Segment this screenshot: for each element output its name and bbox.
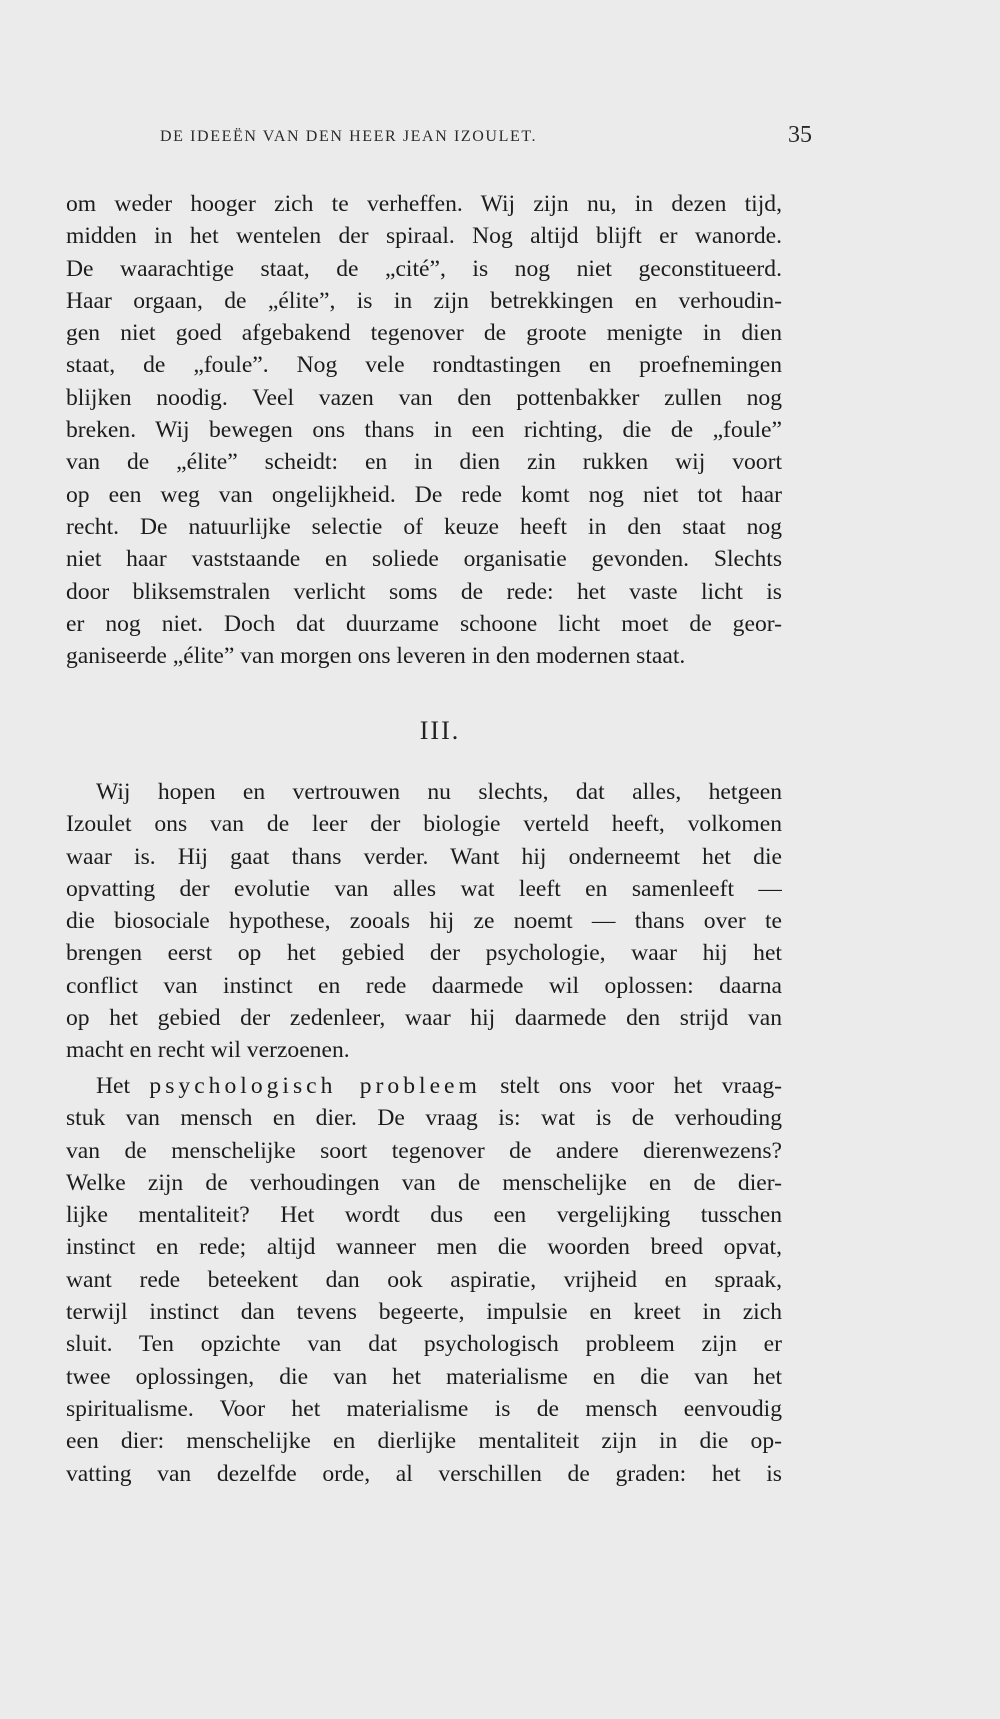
text-line: blijken noodig. Veel vazen van den pottenbakker zullen nog [66, 384, 782, 411]
text-line: ganiseerde „élite” van morgen ons leveren in den modernen staat. [66, 643, 686, 670]
text-line: van de menschelijke soort tegenover de andere dierenwezens? [66, 1137, 782, 1164]
text-line: want rede beteekent dan ook aspiratie, vrijheid en spraak, [66, 1266, 782, 1293]
text-line: staat, de „foule”. Nog vele rondtastingen en proefnemingen [66, 352, 782, 379]
text-line: terwijl instinct dan tevens begeerte, impulsie en kreet in zich [66, 1299, 782, 1326]
text-line: op een weg van ongelijkheid. De rede komt nog niet tot haar [66, 481, 782, 508]
text-line: brengen eerst op het gebied der psychologie, waar hij het [66, 940, 782, 967]
text-line: die biosociale hypothese, zooals hij ze noemt — thans over te [66, 908, 782, 935]
text-line: Haar orgaan, de „élite”, is in zijn betrekkingen en verhoudin- [66, 287, 782, 314]
text-line: midden in het wentelen der spiraal. Nog altijd blijft er wanorde. [66, 223, 782, 250]
text-line: recht. De natuurlijke selectie of keuze heeft in den staat nog [66, 513, 782, 540]
text-run: stelt ons voor het vraag- [480, 1073, 782, 1099]
text-line: opvatting der evolutie van alles wat leeft en samenleeft — [66, 875, 782, 902]
text-line: niet haar vaststaande en soliede organisatie gevonden. Slechts [66, 546, 782, 573]
section-heading: III. [419, 716, 461, 745]
text-line: Welke zijn de verhoudingen van de menschelijke en de dier- [66, 1169, 782, 1196]
paragraph-1 [66, 188, 782, 672]
text-line: sluit. Ten opzichte van dat psychologisch probleem zijn er [66, 1331, 782, 1358]
text-line: De waarachtige staat, de „cité”, is nog niet geconstitueerd. [66, 255, 782, 282]
text-line: er nog niet. Doch dat duurzame schoone licht moet de geor- [66, 610, 782, 637]
running-title: DE IDEEËN VAN DEN HEER JEAN IZOULET. [160, 128, 538, 145]
text-line [66, 1070, 782, 1102]
text-line: door bliksemstralen verlicht soms de rede: het vaste licht is [66, 578, 782, 605]
text-line: van de „élite” scheidt: en in dien zin rukken wij voort [66, 449, 782, 476]
text-line: Wij hopen en vertrouwen nu slechts, dat alles, hetgeen [96, 779, 782, 805]
text-line: gen niet goed afgebakend tegenover de groote menigte in dien [66, 320, 782, 347]
paragraph-2 [66, 776, 782, 1067]
text-line: een dier: menschelijke en dierlijke mentaliteit zijn in die op- [66, 1428, 782, 1455]
text-line: om weder hooger zich te verheffen. Wij zijn nu, in dezen tijd, [66, 191, 782, 217]
text-line: instinct en rede; altijd wanneer men die woorden breed opvat, [66, 1234, 782, 1261]
page-number: 35 [788, 122, 812, 148]
paragraph-3 [66, 1070, 782, 1490]
text-line: twee oplossingen, die van het materialisme en die van het [66, 1363, 782, 1390]
text-line: conflict van instinct en rede daarmede wil oplossen: daarna [66, 972, 782, 999]
text-line: macht en recht wil verzoenen. [66, 1037, 350, 1064]
text-line: breken. Wij bewegen ons thans in een richting, die de „foule” [66, 417, 782, 444]
text-line: stuk van mensch en dier. De vraag is: wat is de verhouding [66, 1105, 782, 1132]
text-line: vatting van dezelfde orde, al verschillen de graden: het is [66, 1460, 782, 1487]
text-line: op het gebied der zedenleer, waar hij daarmede den strijd van [66, 1005, 782, 1032]
text-run: Het [96, 1073, 150, 1099]
text-line: Izoulet ons van de leer der biologie verteld heeft, volkomen [66, 811, 782, 838]
text-line: waar is. Hij gaat thans verder. Want hij onderneemt het die [66, 843, 782, 870]
text-line: lijke mentaliteit? Het wordt dus een vergelijking tusschen [66, 1202, 782, 1229]
spaced-emphasis: psychologisch probleem [149, 1073, 481, 1099]
text-line: spiritualisme. Voor het materialisme is de mensch eenvoudig [66, 1395, 782, 1422]
